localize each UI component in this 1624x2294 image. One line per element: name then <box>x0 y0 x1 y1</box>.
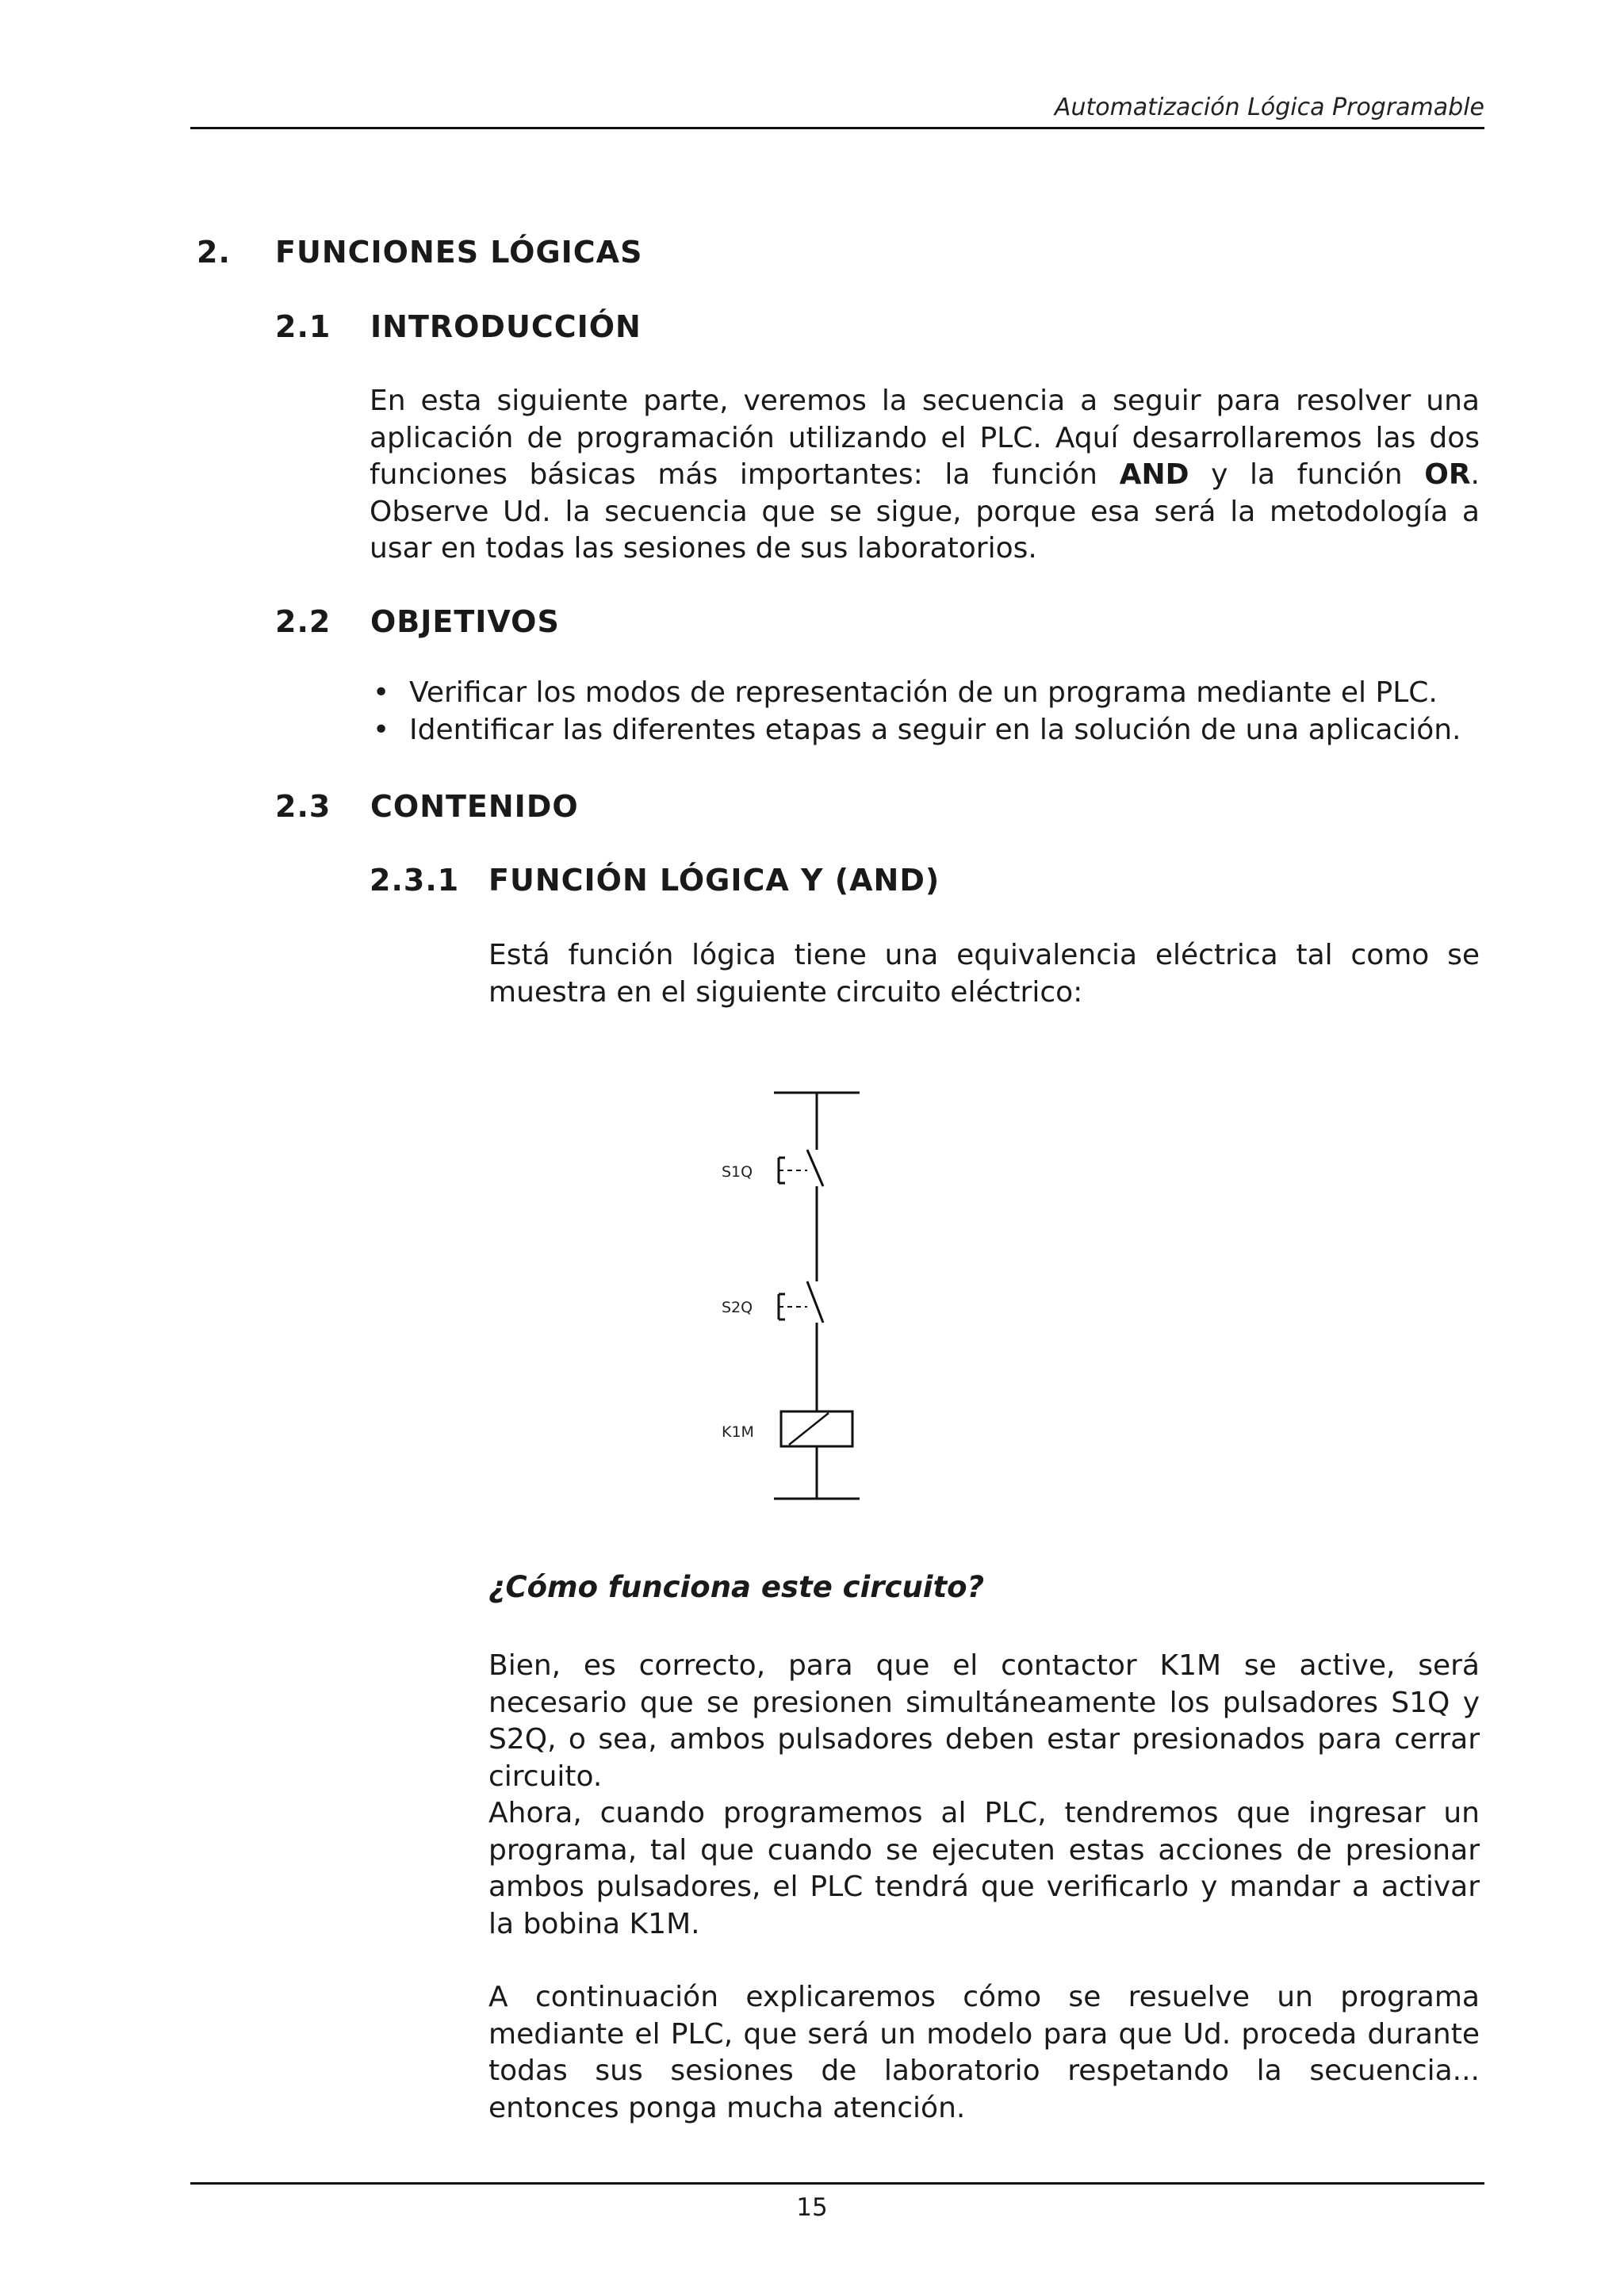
content-title: CONTENIDO <box>370 789 579 824</box>
k1m-label: K1M <box>722 1423 754 1441</box>
section-title: FUNCIONES LÓGICAS <box>275 235 643 270</box>
and-function-number: 2.3.1 <box>370 863 460 898</box>
section-number: 2. <box>197 235 231 270</box>
explanation-paragraph-1: Bien, es correcto, para que el contactor K1M se active, será necesario que se presionen simultáneamente los pulsadores S1Q y S2Q, o sea, ambos pulsadores deben estar presionados para cerrar circuito. <box>488 1649 1480 1793</box>
objectives-number: 2.2 <box>275 604 331 639</box>
intro-text-part-2: y la función <box>1189 458 1425 491</box>
explanation-paragraph-3: A continuación explicaremos cómo se resuelve un programa mediante el PLC, que será un modelo para que Ud. proceda durante todas sus sesiones de laboratorio respetando la secuencia... entonces ponga mucha atención. <box>488 1981 1480 2124</box>
list-item: • Verificar los modos de representación de un programa mediante el PLC. <box>370 674 1496 711</box>
question-heading: ¿Cómo funciona este circuito? <box>488 1570 985 1604</box>
objectives-list <box>370 674 1496 749</box>
intro-text-part-3: . Observe Ud. la secuencia que se sigue, porque esa será la metodología a usar en todas las sesiones de sus laboratorios. <box>370 458 1480 565</box>
intro-title: INTRODUCCIÓN <box>370 309 642 344</box>
page-number: 15 <box>796 2193 828 2222</box>
pushbutton-s1q <box>779 1150 823 1281</box>
intro-paragraph <box>370 383 1480 568</box>
header-rule <box>190 127 1484 129</box>
and-function-description: Está función lógica tiene una equivalencia eléctrica tal como se muestra en el siguiente circuito eléctrico: <box>488 939 1480 1009</box>
intro-number: 2.1 <box>275 309 331 344</box>
running-header: Automatización Lógica Programable <box>1054 94 1484 121</box>
and-circuit-diagram <box>706 1078 896 1522</box>
intro-text-part-1: En esta siguiente parte, veremos la secuencia a seguir para resolver una aplicación de programación utilizando el PLC. Aquí desarrollaremos las dos funciones básicas más importantes: la función <box>370 385 1480 491</box>
content-number: 2.3 <box>275 789 331 824</box>
s1q-label: S1Q <box>722 1163 753 1181</box>
coil-k1m <box>781 1411 852 1499</box>
list-item: • Identificar las diferentes etapas a seguir en la solución de una aplicación. <box>370 711 1496 749</box>
and-function-title: FUNCIÓN LÓGICA Y (AND) <box>488 863 940 898</box>
and-keyword: AND <box>1119 458 1189 491</box>
explanation-paragraph-2: Ahora, cuando programemos al PLC, tendremos que ingresar un programa, tal que cuando se ejecuten estas acciones de presionar ambos pulsadores, el PLC tendrá que verificarlo y mandar a activar la bobina K1M. <box>488 1797 1480 1940</box>
objectives-title: OBJETIVOS <box>370 604 560 639</box>
footer-rule <box>190 2182 1484 2185</box>
s2q-label: S2Q <box>722 1299 753 1316</box>
pushbutton-s2q <box>779 1281 823 1411</box>
or-keyword: OR <box>1424 458 1471 491</box>
